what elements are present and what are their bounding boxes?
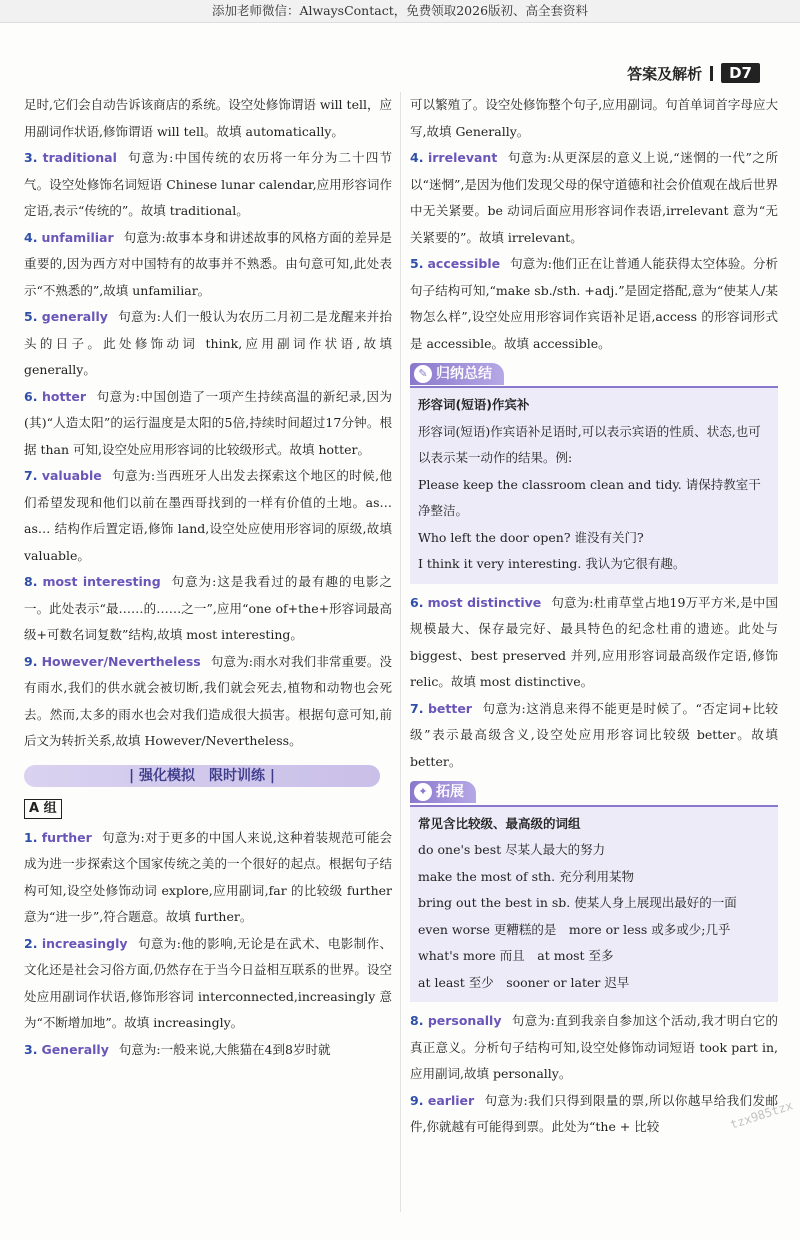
box-line: at least 至少 sooner or later 迟早: [418, 974, 630, 990]
right-answer-list: [410, 145, 778, 357]
answer-word: most distinctive: [427, 594, 542, 610]
box-line: I think it very interesting. 我认为它很有趣。: [418, 556, 686, 572]
explanation-text: 句意为:雨水对我们非常重要。没有雨水,我们的供水就会被切断,我们就会死去,植物和动物也会死去。然而,太多的雨水也会对我们造成很大损害。根据句意可知,前后文为转折关系,故填 However/Nevertheless。: [24, 653, 392, 748]
answer-item: [410, 590, 778, 696]
answer-paragraph: [410, 1088, 778, 1141]
answer-word: traditional: [42, 150, 117, 165]
answer-paragraph: [24, 463, 392, 569]
box-line: what's more 而且 at most 至多: [418, 948, 614, 963]
top-banner: 添加老师微信：AlwaysContact，免费领取2026版初、高全套资料: [0, 0, 800, 23]
item-number: 7.: [410, 700, 424, 716]
extension-box: [410, 805, 778, 1003]
answer-paragraph: [410, 251, 778, 357]
answer-word: generally: [41, 309, 108, 324]
page-code: D7: [721, 63, 760, 83]
box-line: 形容词(短语)作宾语补足语时,可以表示宾语的性质、状态,也可以表示某一动作的结果。例:: [418, 423, 761, 466]
item-number: 2.: [24, 935, 38, 951]
box-line: even worse 更糟糕的是 more or less 或多或少;几乎: [418, 921, 731, 937]
box-line: Please keep the classroom clean and tidy. 请保持教室干净整洁。: [418, 476, 761, 519]
answer-paragraph: [24, 384, 392, 464]
answer-word: unfamiliar: [41, 229, 114, 245]
header-divider: [710, 66, 713, 81]
answer-word: accessible: [427, 256, 501, 271]
answer-item: [410, 1008, 778, 1088]
answer-paragraph: [410, 1008, 778, 1088]
answer-word: earlier: [427, 1092, 475, 1108]
explanation-text: 句意为:直到我亲自参加这个活动,我才明白它的真正意义。分析句子结构可知,设空处修饰动词短语 took part in,应用副词,故填 personally。: [410, 1013, 778, 1081]
answer-item: [24, 1037, 392, 1064]
group-label: A 组: [24, 799, 62, 819]
answer-item: [410, 696, 778, 776]
answer-word: hotter: [41, 388, 87, 404]
item-number: 5.: [24, 309, 38, 324]
answer-paragraph: [410, 696, 778, 776]
explanation-text: 句意为:他们正在让普通人能获得太空体验。分析句子结构可知,“make sb./sth. +adj.”是固定搭配,意为“使某人/某物怎么样”,设空处应用形容词作宾语补足语,access 的形容词形式是 accessible。故填 accessible。: [410, 256, 778, 351]
item-number: 9.: [24, 653, 38, 669]
watermark: tzx985tzx: [728, 1098, 795, 1132]
summary-box-title: [410, 363, 504, 385]
right-answer-list-2: [410, 590, 778, 776]
item-number: 6.: [410, 594, 424, 610]
summary-title: 归纳总结: [436, 365, 492, 382]
answer-item: [24, 225, 392, 305]
answer-paragraph: [24, 825, 392, 931]
answer-item: [410, 251, 778, 357]
explanation-text: 句意为:中国传统的农历将一年分为二十四节气。设空处修饰名词短语 Chinese lunar calendar,应用形容词作定语,表示“传统的”。故填 traditional。: [24, 150, 392, 218]
explanation-text: 句意为:中国创造了一项产生持续高温的新纪录,因为(其)“人造太阳”的运行温度是太阳的5倍,持续时间超过17分钟。根据 than 可知,设空处应用形容词的比较级形式。故填 hotter。: [24, 388, 392, 457]
page-header: [627, 62, 760, 84]
answer-item: [24, 569, 392, 649]
answer-item: [410, 1088, 778, 1141]
explanation-text: 句意为:人们一般认为农历二月初二是龙醒来并抬头的日子。此处修饰动词 think,应用副词作状语,故填 generally。: [24, 309, 392, 377]
summary-heading: 形容词(短语)作宾补: [418, 397, 530, 413]
answer-word: further: [41, 829, 92, 845]
explanation-text: 句意为:当西班牙人出发去探索这个地区的时候,他们希望发现和他们以前在墨西哥找到的一样有价值的土地。as… as… 结构作后置定语,修饰 land,设空处应使用形容词的原级,故填 valuable。: [24, 468, 392, 563]
item-number: 9.: [410, 1092, 424, 1108]
extension-title: 拓展: [436, 784, 464, 800]
explanation-text: 句意为:对于更多的中国人来说,这种着装规范可能会成为进一步探索这个国家传统之美的一个很好的起点。根据句子结构可知,设空处修饰动词 explore,应用副词,far 的比较级 further 意为“进一步”,符合题意。故填 further。: [24, 829, 393, 924]
item-number: 4.: [410, 150, 424, 165]
answer-word: However/Nevertheless: [41, 653, 201, 669]
answer-paragraph: [24, 304, 392, 384]
group-a-answer-list: [24, 825, 392, 1064]
explanation-text: 句意为:我们只得到限量的票,所以你越早给我们发邮件,你就越有可能得到票。此处为“the + 比较: [410, 1092, 778, 1134]
box-line: Who left the door open? 谁没有关门?: [418, 529, 644, 545]
answer-word: Generally: [41, 1041, 109, 1057]
extension-lines: [418, 837, 770, 996]
extension-icon: ✦: [414, 783, 432, 801]
column-divider: [400, 92, 401, 1212]
answer-paragraph: [24, 145, 392, 225]
answer-item: [24, 463, 392, 569]
item-number: 3.: [24, 1041, 38, 1057]
extension-heading: 常见含比较级、最高级的词组: [418, 815, 581, 831]
left-column: [24, 92, 392, 1063]
item-number: 7.: [24, 468, 38, 483]
answer-item: [24, 145, 392, 225]
answer-item: [410, 145, 778, 251]
right-answer-list-3: [410, 1008, 778, 1141]
explanation-text: 句意为:他的影响,无论是在武术、电影制作、文化还是社会习俗方面,仍然存在于当今日益相互联系的世界。设空处应用副词作状语,修饰形容词 interconnected,increasingly 意为“不断增加地”。故填 increasingly。: [24, 935, 393, 1030]
item-number: 8.: [24, 574, 38, 589]
right-intro: 可以繁殖了。设空处修饰整个句子,应用副词。句首单词首字母应大写,故填 Generally。: [410, 97, 778, 139]
item-number: 3.: [24, 150, 38, 165]
answer-paragraph: [24, 931, 392, 1037]
answer-word: personally: [427, 1013, 502, 1028]
answer-word: increasingly: [41, 935, 128, 951]
item-number: 4.: [24, 229, 38, 245]
explanation-text: 句意为:这消息来得不能更是时候了。“否定词+比较级”表示最高级含义,设空处应用形容词比较级 better。故填 better。: [410, 700, 778, 769]
answer-paragraph: [24, 569, 392, 649]
answer-paragraph: [24, 1037, 392, 1064]
answer-word: better: [427, 700, 472, 716]
box-line: do one's best 尽某人最大的努力: [418, 842, 606, 857]
answer-item: [24, 384, 392, 464]
explanation-text: 句意为:这是我看过的最有趣的电影之一。此处表示“最……的……之一”,应用“one of+the+形容词最高级+可数名词复数”结构,故填 most interesting。: [24, 574, 392, 642]
explanation-text: 句意为:杜甫草堂占地19万平方米,是中国规模最大、保存最完好、最具特色的纪念杜甫的遗迹。此处与 biggest、best preserved 并列,应用形容词最高级作定语,修饰 relic。故填 most distinctive。: [410, 594, 778, 690]
right-column: [410, 92, 778, 1141]
box-line: make the most of sth. 充分利用某物: [418, 868, 635, 884]
left-intro: 足时,它们会自动告诉该商店的系统。设空处修饰谓语 will tell，应用副词作状语,修饰谓语 will tell。故填 automatically。: [24, 97, 392, 139]
answer-paragraph: [410, 590, 778, 696]
answer-paragraph: [24, 225, 392, 305]
answer-word: most interesting: [42, 574, 161, 589]
section-banner: | 强化模拟 限时训练 |: [24, 765, 380, 787]
summary-icon: ✎: [414, 365, 432, 383]
summary-lines: [418, 419, 770, 578]
answer-word: valuable: [41, 468, 102, 483]
answer-word: irrelevant: [427, 150, 498, 165]
explanation-text: 句意为:一般来说,大熊猫在4到8岁时就: [118, 1041, 331, 1057]
extension-box-title: [410, 781, 476, 803]
item-number: 6.: [24, 388, 38, 404]
answer-item: [24, 825, 392, 931]
answer-item: [24, 304, 392, 384]
explanation-text: 句意为:故事本身和讲述故事的风格方面的差异是重要的,因为西方对中国特有的故事并不熟悉。由句意可知,此处表示“不熟悉的”,故填 unfamiliar。: [24, 229, 392, 298]
item-number: 5.: [410, 256, 424, 271]
item-number: 8.: [410, 1013, 424, 1028]
answer-paragraph: [410, 145, 778, 251]
answer-item: [24, 931, 392, 1037]
answer-item: [24, 649, 392, 755]
left-answer-list: [24, 145, 392, 755]
section-title: 答案及解析: [627, 64, 703, 83]
box-line: bring out the best in sb. 使某人身上展现出最好的一面: [418, 895, 737, 910]
item-number: 1.: [24, 829, 38, 845]
explanation-text: 句意为:从更深层的意义上说,“迷惘的一代”之所以“迷惘”,是因为他们发现父母的保守道德和社会价值观在战后世界中无关紧要。be 动词后面应用形容词作表语,irrelevant 意为“无关紧要的”。故填 irrelevant。: [410, 150, 778, 245]
summary-box: [410, 386, 778, 584]
answer-paragraph: [24, 649, 392, 755]
